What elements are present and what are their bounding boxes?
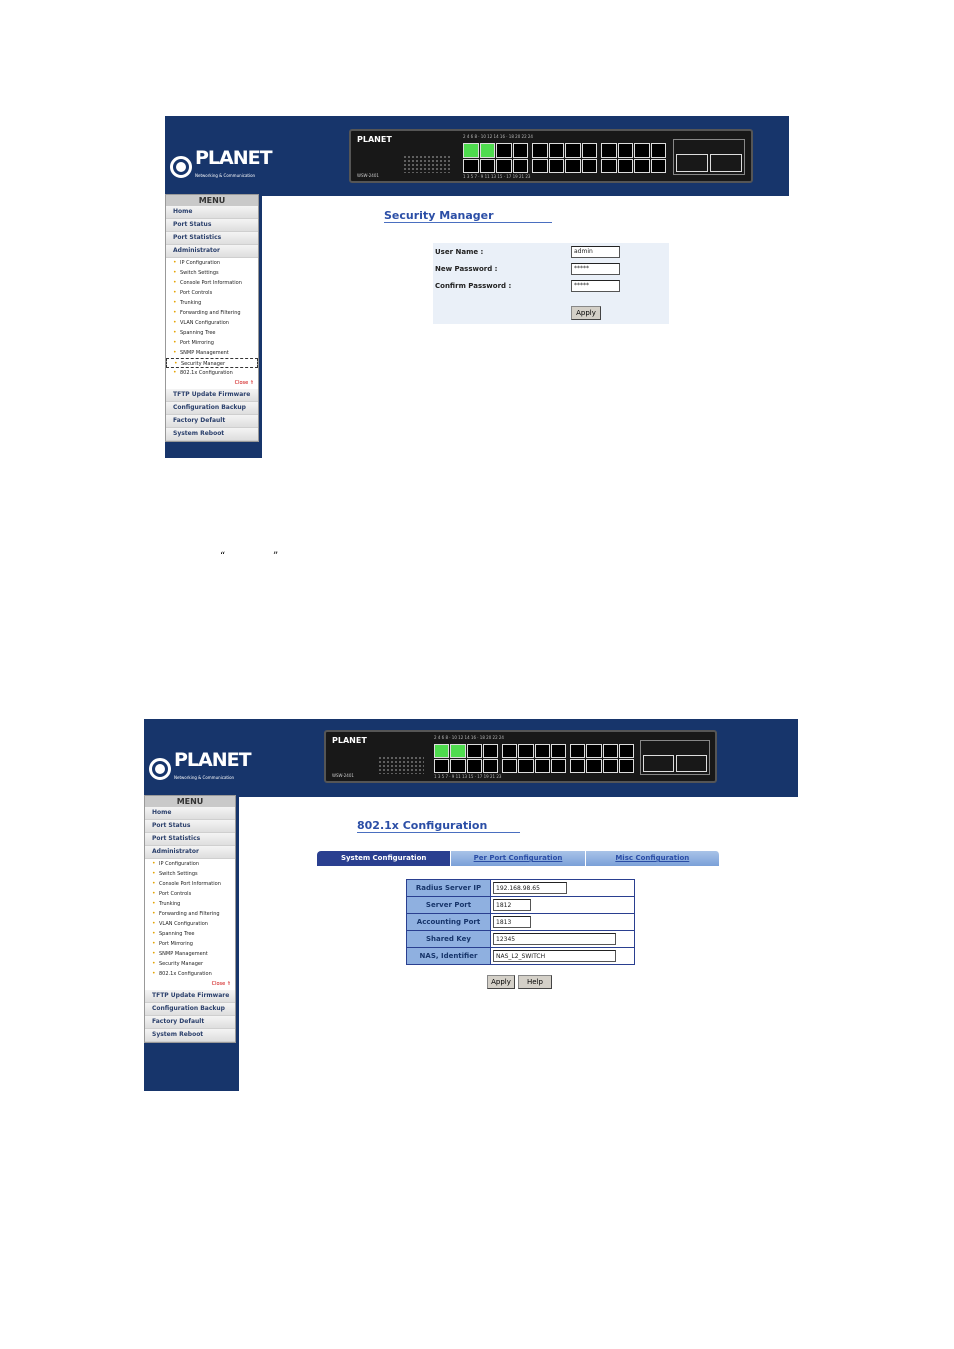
submenu-port-controls[interactable]: • Port Controls (166, 288, 258, 298)
menu-item-administrator[interactable]: Administrator (145, 846, 235, 859)
port[interactable] (634, 159, 650, 174)
port[interactable] (483, 744, 498, 758)
submenu-security-manager[interactable]: • Security Manager (145, 959, 235, 969)
apply-button[interactable]: Apply (571, 306, 601, 320)
port[interactable] (434, 759, 449, 773)
new-password-label: New Password : (435, 265, 498, 273)
shared-key-label: Shared Key (407, 931, 491, 948)
server-port-input[interactable]: 1812 (493, 899, 531, 911)
port[interactable] (586, 759, 601, 773)
submenu-console-port-information[interactable]: • Console Port Information (166, 278, 258, 288)
planet-logo (149, 751, 251, 787)
port[interactable] (549, 159, 565, 174)
confirm-password-label: Confirm Password : (435, 282, 512, 290)
port[interactable] (480, 143, 496, 158)
server-port-cell (491, 897, 635, 914)
menu-header: MENU (145, 796, 235, 807)
port[interactable] (570, 744, 585, 758)
accounting-port-input[interactable]: 1813 (493, 916, 531, 928)
tab-per-port-configuration[interactable]: Per Port Configuration (451, 851, 585, 866)
menu-item-home[interactable]: Home (166, 206, 258, 219)
port-group-3 (570, 744, 634, 773)
sfp-port[interactable] (643, 755, 674, 772)
planet-logo (170, 149, 272, 185)
port-group-1 (463, 143, 528, 173)
port[interactable] (582, 143, 598, 158)
menu-item-administrator[interactable]: Administrator (166, 245, 258, 258)
port[interactable] (502, 759, 517, 773)
sfp-port[interactable] (676, 755, 707, 772)
submenu-security-manager[interactable]: • Security Manager (166, 358, 258, 368)
server-port-label: Server Port (407, 897, 491, 914)
submenu-8021x-configuration[interactable]: • 802.1x Configuration (166, 368, 258, 378)
submenu-snmp-management[interactable]: • SNMP Management (166, 348, 258, 358)
port[interactable] (651, 159, 667, 174)
port[interactable] (619, 744, 634, 758)
port[interactable] (463, 143, 479, 158)
config-tabs (317, 851, 720, 866)
port[interactable] (518, 744, 533, 758)
tab-misc-configuration[interactable]: Misc Configuration (586, 851, 720, 866)
nas-identifier-cell (491, 948, 635, 965)
menu-item-tftp-update-firmware[interactable]: TFTP Update Firmware (166, 389, 258, 402)
menu-item-home[interactable]: Home (145, 807, 235, 820)
port-group-3 (601, 143, 666, 173)
sfp-slots (640, 740, 710, 775)
new-password-input[interactable]: ***** (571, 263, 620, 275)
submenu-ip-configuration[interactable]: • IP Configuration (145, 859, 235, 869)
port-group-2 (502, 744, 566, 773)
port[interactable] (480, 159, 496, 174)
submenu-forwarding-filtering[interactable]: • Forwarding and Filtering (145, 909, 235, 919)
port[interactable] (467, 759, 482, 773)
port[interactable] (535, 759, 550, 773)
close-arrow-icon: ⇑ (249, 380, 254, 386)
submenu-spanning-tree[interactable]: • Spanning Tree (166, 328, 258, 338)
table-row (407, 880, 635, 897)
switch-front-panel (349, 129, 753, 183)
port[interactable] (551, 744, 566, 758)
shared-key-cell (491, 931, 635, 948)
port-number-top-row: 2 4 6 8 · 10 12 14 16 · 18 20 22 24 (434, 735, 504, 740)
nas-identifier-input[interactable]: NAS_L2_SWITCH (493, 950, 616, 962)
submenu-port-controls[interactable]: • Port Controls (145, 889, 235, 899)
caption-close-quote: ” (273, 551, 279, 562)
port[interactable] (467, 744, 482, 758)
submenu-vlan-configuration[interactable]: • VLAN Configuration (145, 919, 235, 929)
port-number-bottom-row: 1 3 5 7 · 9 11 13 15 · 17 19 21 23 (434, 774, 502, 779)
port[interactable] (434, 744, 449, 758)
close-arrow-icon: ⇑ (226, 981, 231, 987)
sfp-port[interactable] (710, 154, 742, 172)
port[interactable] (450, 744, 465, 758)
port[interactable] (603, 744, 618, 758)
shared-key-input[interactable]: 12345 (493, 933, 616, 945)
submenu-vlan-configuration[interactable]: • VLAN Configuration (166, 318, 258, 328)
submenu-spanning-tree[interactable]: • Spanning Tree (145, 929, 235, 939)
radius-server-ip-label: Radius Server IP (407, 880, 491, 897)
port[interactable] (532, 159, 548, 174)
port[interactable] (532, 143, 548, 158)
user-name-input[interactable]: admin (571, 246, 620, 258)
submenu-console-port-information[interactable]: • Console Port Information (145, 879, 235, 889)
port[interactable] (601, 159, 617, 174)
radius-settings-table (406, 879, 635, 965)
panel-model: WSW-2401 (357, 173, 379, 178)
port[interactable] (634, 143, 650, 158)
nas-identifier-label: NAS, Identifier (407, 948, 491, 965)
submenu-port-mirroring[interactable]: • Port Mirroring (145, 939, 235, 949)
port[interactable] (518, 759, 533, 773)
port[interactable] (513, 159, 529, 174)
port-group-1 (434, 744, 498, 773)
port[interactable] (496, 143, 512, 158)
table-row (407, 897, 635, 914)
menu-item-system-reboot[interactable]: System Reboot (166, 428, 258, 441)
user-name-label: User Name : (435, 248, 484, 256)
table-row (407, 948, 635, 965)
submenu-trunking[interactable]: • Trunking (166, 298, 258, 308)
port-number-top-row: 2 4 6 8 · 10 12 14 16 · 18 20 22 24 (463, 134, 533, 139)
switch-front-panel (324, 730, 717, 783)
panel-led-grid (378, 756, 424, 774)
port[interactable] (565, 143, 581, 158)
menu-close-link[interactable] (166, 378, 258, 389)
port[interactable] (586, 744, 601, 758)
port[interactable] (570, 759, 585, 773)
logo-text: PLANET (174, 749, 251, 771)
submenu-forwarding-filtering[interactable]: • Forwarding and Filtering (166, 308, 258, 318)
table-row (407, 931, 635, 948)
menu-header: MENU (166, 195, 258, 206)
planet-logo-icon (149, 758, 171, 780)
planet-logo-icon (170, 156, 192, 178)
port[interactable] (551, 759, 566, 773)
logo-tagline: Networking & Communication (174, 775, 235, 780)
port[interactable] (619, 759, 634, 773)
port-group-2 (532, 143, 597, 173)
close-label: Close (234, 380, 249, 386)
submenu-port-mirroring[interactable]: • Port Mirroring (166, 338, 258, 348)
menu-item-system-reboot[interactable]: System Reboot (145, 1029, 235, 1042)
port[interactable] (549, 143, 565, 158)
accounting-port-label: Accounting Port (407, 914, 491, 931)
table-row (407, 914, 635, 931)
port[interactable] (582, 159, 598, 174)
security-form (433, 243, 669, 324)
tab-system-configuration[interactable]: System Configuration (317, 851, 451, 866)
port[interactable] (496, 159, 512, 174)
submenu-switch-settings[interactable]: • Switch Settings (145, 869, 235, 879)
accounting-port-cell (491, 914, 635, 931)
nav-menu (165, 194, 259, 442)
port-number-bottom-row: 1 3 5 7 · 9 11 13 15 · 17 19 21 23 (463, 174, 531, 179)
menu-item-configuration-backup[interactable]: Configuration Backup (166, 402, 258, 415)
submenu-trunking[interactable]: • Trunking (145, 899, 235, 909)
page-title: 802.1x Configuration (357, 819, 520, 833)
screenshot-8021x-configuration (144, 719, 798, 1091)
port[interactable] (651, 143, 667, 158)
panel-model: WSW-2401 (332, 773, 354, 778)
menu-item-factory-default[interactable]: Factory Default (166, 415, 258, 428)
caption-open-quote: “ (220, 551, 226, 562)
submenu-8021x-configuration[interactable]: • 802.1x Configuration (145, 969, 235, 979)
close-label: Close (211, 981, 226, 987)
port[interactable] (618, 143, 634, 158)
page-title: Security Manager (384, 209, 552, 223)
apply-button[interactable]: Apply (487, 975, 515, 989)
menu-item-port-statistics[interactable]: Port Statistics (166, 232, 258, 245)
menu-item-port-statistics[interactable]: Port Statistics (145, 833, 235, 846)
port[interactable] (483, 759, 498, 773)
menu-close-link[interactable] (145, 979, 235, 990)
port[interactable] (603, 759, 618, 773)
port[interactable] (450, 759, 465, 773)
radius-server-ip-input[interactable]: 192.168.98.65 (493, 882, 567, 894)
menu-item-port-status[interactable]: Port Status (145, 820, 235, 833)
port[interactable] (601, 143, 617, 158)
logo-tagline: Networking & Communication (195, 173, 256, 178)
port[interactable] (535, 744, 550, 758)
confirm-password-input[interactable]: ***** (571, 280, 620, 292)
nav-menu (144, 795, 236, 1043)
help-button[interactable]: Help (518, 975, 552, 989)
menu-item-configuration-backup[interactable]: Configuration Backup (145, 1003, 235, 1016)
submenu-snmp-management[interactable]: • SNMP Management (145, 949, 235, 959)
port[interactable] (502, 744, 517, 758)
menu-item-factory-default[interactable]: Factory Default (145, 1016, 235, 1029)
sfp-slots (673, 139, 745, 175)
port[interactable] (463, 159, 479, 174)
port[interactable] (618, 159, 634, 174)
menu-item-port-status[interactable]: Port Status (166, 219, 258, 232)
submenu-switch-settings[interactable]: • Switch Settings (166, 268, 258, 278)
radius-server-ip-cell (491, 880, 635, 897)
panel-led-grid (403, 155, 451, 173)
menu-item-tftp-update-firmware[interactable]: TFTP Update Firmware (145, 990, 235, 1003)
screenshot-security-manager (165, 116, 789, 458)
sfp-port[interactable] (676, 154, 708, 172)
logo-text: PLANET (195, 147, 272, 169)
panel-brand: PLANET (357, 135, 392, 144)
port[interactable] (565, 159, 581, 174)
submenu-ip-configuration[interactable]: • IP Configuration (166, 258, 258, 268)
port[interactable] (513, 143, 529, 158)
panel-brand: PLANET (332, 736, 367, 745)
